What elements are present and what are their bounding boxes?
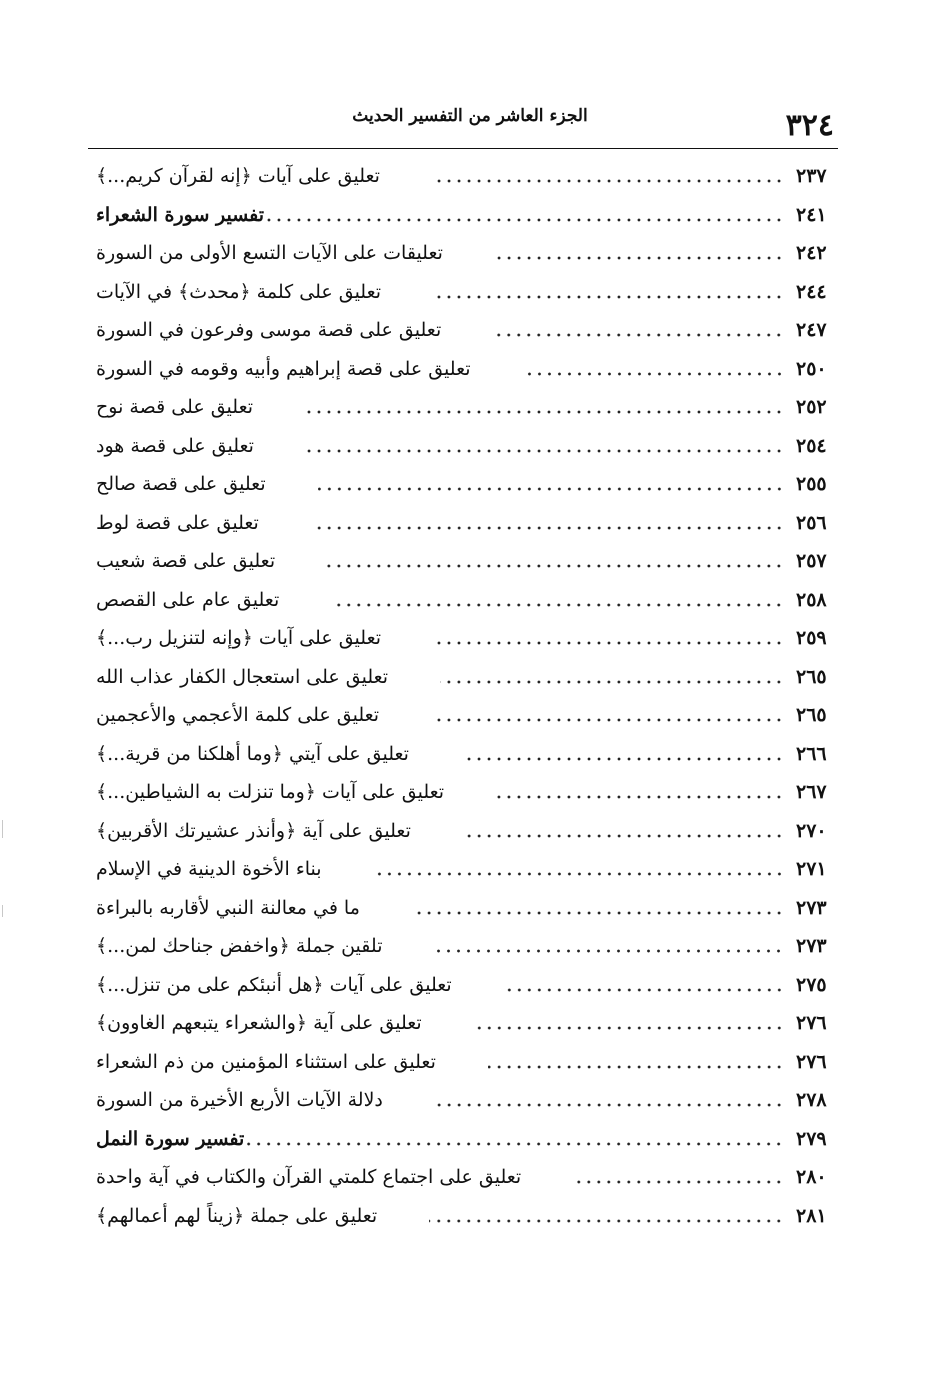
toc-page-number: ٢٥٢	[796, 396, 827, 419]
toc-page-number: ٢٧٨	[796, 1089, 827, 1112]
toc-entry-title: تعليق على آيات ﴿هل أنبئكم على من تنزل...﴾	[96, 973, 452, 996]
dot-leader	[504, 988, 784, 992]
toc-entry	[88, 388, 840, 427]
toc-page-number: ٢٤٤	[796, 280, 827, 303]
toc-entry	[88, 889, 840, 928]
toc-entry-title: تفسير سورة الشعراء	[96, 203, 265, 226]
dot-leader	[431, 718, 784, 722]
toc-entry-title: تعليق على قصة موسى وفرعون في السورة	[96, 319, 442, 342]
toc-page-number: ٢٥٩	[796, 627, 827, 650]
toc-entry-title: تعليق على كلمة الأعجمي والأعجمين	[96, 704, 380, 727]
toc-entry	[88, 1043, 840, 1082]
toc-entry	[88, 581, 840, 620]
toc-page-number: ٢٥٥	[796, 473, 827, 496]
toc-page-number: ٢٨١	[796, 1204, 827, 1227]
toc-entry	[88, 1081, 840, 1120]
toc-page-number: ٢٤٧	[796, 319, 827, 342]
toc-entry-title: ما في معالنة النبي لأقاربه بالبراءة	[96, 896, 360, 919]
scan-margin-mark	[2, 905, 3, 917]
toc-entry	[88, 350, 840, 389]
toc-entry-title: تعليق على استعجال الكفار عذاب الله	[96, 665, 389, 688]
toc-entry-title: دلالة الآيات الأربع الأخيرة من السورة	[96, 1089, 383, 1112]
toc-entry	[88, 927, 840, 966]
dot-leader	[488, 1065, 784, 1069]
toc-entry	[88, 504, 840, 543]
toc-entry	[88, 542, 840, 581]
toc-entry-title: تعليق على اجتماع كلمتي القرآن والكتاب في آية واحدة	[96, 1166, 522, 1189]
toc-entry	[88, 696, 840, 735]
dot-leader	[440, 680, 784, 684]
toc-entry-title: تعليق على آيات ﴿وإنه لتنزيل رب...﴾	[96, 627, 382, 650]
toc-entry-title: تعليقات على الآيات التسع الأولى من السورة	[96, 242, 443, 265]
toc-page-number: ٢٧٥	[796, 973, 827, 996]
toc-page-number: ٢٣٧	[796, 165, 827, 188]
toc-entry-title: تعليق على آية ﴿وأنذر عشيرتك الأقربين﴾	[96, 819, 411, 842]
toc-entry	[88, 735, 840, 774]
toc-entry-title: تعليق على قصة نوح	[96, 396, 254, 419]
toc-entry-title: تعليق على كلمة ﴿محدث﴾ في الآيات	[96, 280, 382, 303]
toc-entry	[88, 773, 840, 812]
toc-entry-title: تلقين جملة ﴿واخفض جناحك لمن...﴾	[96, 935, 383, 958]
toc-entry-title: تعليق على آيات ﴿وما تنزلت به الشياطين...﴾	[96, 781, 445, 804]
toc-entry-title: بناء الأخوة الدينية في الإسلام	[96, 858, 322, 881]
dot-leader	[327, 564, 784, 568]
dot-leader	[523, 372, 784, 376]
toc-entry	[88, 966, 840, 1005]
dot-leader	[493, 333, 784, 337]
toc-entry	[88, 1004, 840, 1043]
toc-entry	[88, 1158, 840, 1197]
toc-page-number: ٢٦٦	[796, 742, 827, 765]
toc-entry-title: تعليق على قصة صالح	[96, 473, 266, 496]
toc-page-number: ٢٥٦	[796, 511, 827, 534]
dot-leader	[496, 795, 784, 799]
dot-leader	[435, 1103, 784, 1107]
toc-page-number: ٢٧٣	[796, 935, 827, 958]
toc-page-number: ٢٤٢	[796, 242, 827, 265]
toc-entry	[88, 157, 840, 196]
toc-entry-title: تعليق على آيتي ﴿وما أهلكنا من قرية...﴾	[96, 742, 409, 765]
toc-page-number: ٢٨٠	[796, 1166, 827, 1189]
toc-page-number: ٢٧١	[796, 858, 827, 881]
toc-entry-title: تفسير سورة النمل	[96, 1127, 245, 1150]
toc-entry	[88, 234, 840, 273]
dot-leader	[244, 1142, 784, 1146]
dot-leader	[434, 949, 784, 953]
toc-page-number: ٢٧٣	[796, 896, 827, 919]
toc-entry	[88, 812, 840, 851]
dot-leader	[433, 295, 784, 299]
scan-margin-mark	[2, 820, 3, 838]
toc-page-number: ٢٦٥	[796, 704, 827, 727]
dot-leader	[433, 641, 784, 645]
dot-leader	[573, 1180, 784, 1184]
dot-leader	[318, 487, 784, 491]
dot-leader	[306, 449, 784, 453]
toc-entry-title: تعليق على قصة إبراهيم وأبيه وقومه في السورة	[96, 357, 471, 380]
toc-entry-title: تعليق على آيات ﴿إنه لقرآن كريم...﴾	[96, 165, 380, 188]
toc-entry-title: تعليق على قصة شعيب	[96, 550, 276, 573]
toc-page-number: ٢٦٥	[796, 665, 827, 688]
table-of-contents	[88, 157, 840, 1235]
dot-leader	[463, 834, 784, 838]
toc-entry-title: تعليق على آية ﴿والشعراء يتبعهم الغاوون﴾	[96, 1012, 422, 1035]
dot-leader	[495, 256, 784, 260]
toc-entry	[88, 273, 840, 312]
toc-entry-title: تعليق على قصة لوط	[96, 511, 259, 534]
toc-entry	[88, 658, 840, 697]
dot-leader	[474, 1026, 784, 1030]
toc-page-number: ٢٦٧	[796, 781, 827, 804]
running-title: الجزء العاشر من التفسير الحديث	[352, 106, 588, 126]
toc-entry-title: تعليق على استثناء المؤمنين من ذم الشعراء	[96, 1050, 436, 1073]
dot-leader	[305, 410, 784, 414]
toc-page-number: ٢٤١	[796, 203, 827, 226]
toc-page-number: ٢٥٠	[796, 357, 827, 380]
toc-entry	[88, 427, 840, 466]
toc-page-number: ٢٧٦	[796, 1050, 827, 1073]
toc-page-number: ٢٧٦	[796, 1012, 827, 1035]
toc-entry-title: تعليق على جملة ﴿زيناً لهم أعمالهم﴾	[96, 1204, 378, 1227]
toc-entry-title: تعليق عام على القصص	[96, 588, 280, 611]
dot-leader	[331, 603, 784, 607]
toc-entry	[88, 619, 840, 658]
toc-entry	[88, 465, 840, 504]
dot-leader	[412, 911, 784, 915]
dot-leader	[311, 526, 784, 530]
dot-leader	[264, 218, 784, 222]
toc-entry	[88, 311, 840, 350]
dot-leader	[374, 872, 784, 876]
toc-entry	[88, 850, 840, 889]
dot-leader	[461, 757, 784, 761]
toc-surah-heading	[88, 196, 840, 235]
dot-leader	[429, 1219, 784, 1223]
toc-page-number: ٢٥٨	[796, 588, 827, 611]
toc-page-number: ٢٥٤	[796, 434, 827, 457]
page-number: ٣٢٤	[785, 108, 834, 143]
toc-entry-title: تعليق على قصة هود	[96, 434, 254, 457]
toc-page-number: ٢٧٠	[796, 819, 827, 842]
header-rule	[88, 148, 838, 149]
toc-page-number: ٢٧٩	[796, 1127, 827, 1150]
dot-leader	[432, 179, 784, 183]
toc-surah-heading	[88, 1120, 840, 1159]
toc-page-number: ٢٥٧	[796, 550, 827, 573]
toc-entry	[88, 1197, 840, 1236]
